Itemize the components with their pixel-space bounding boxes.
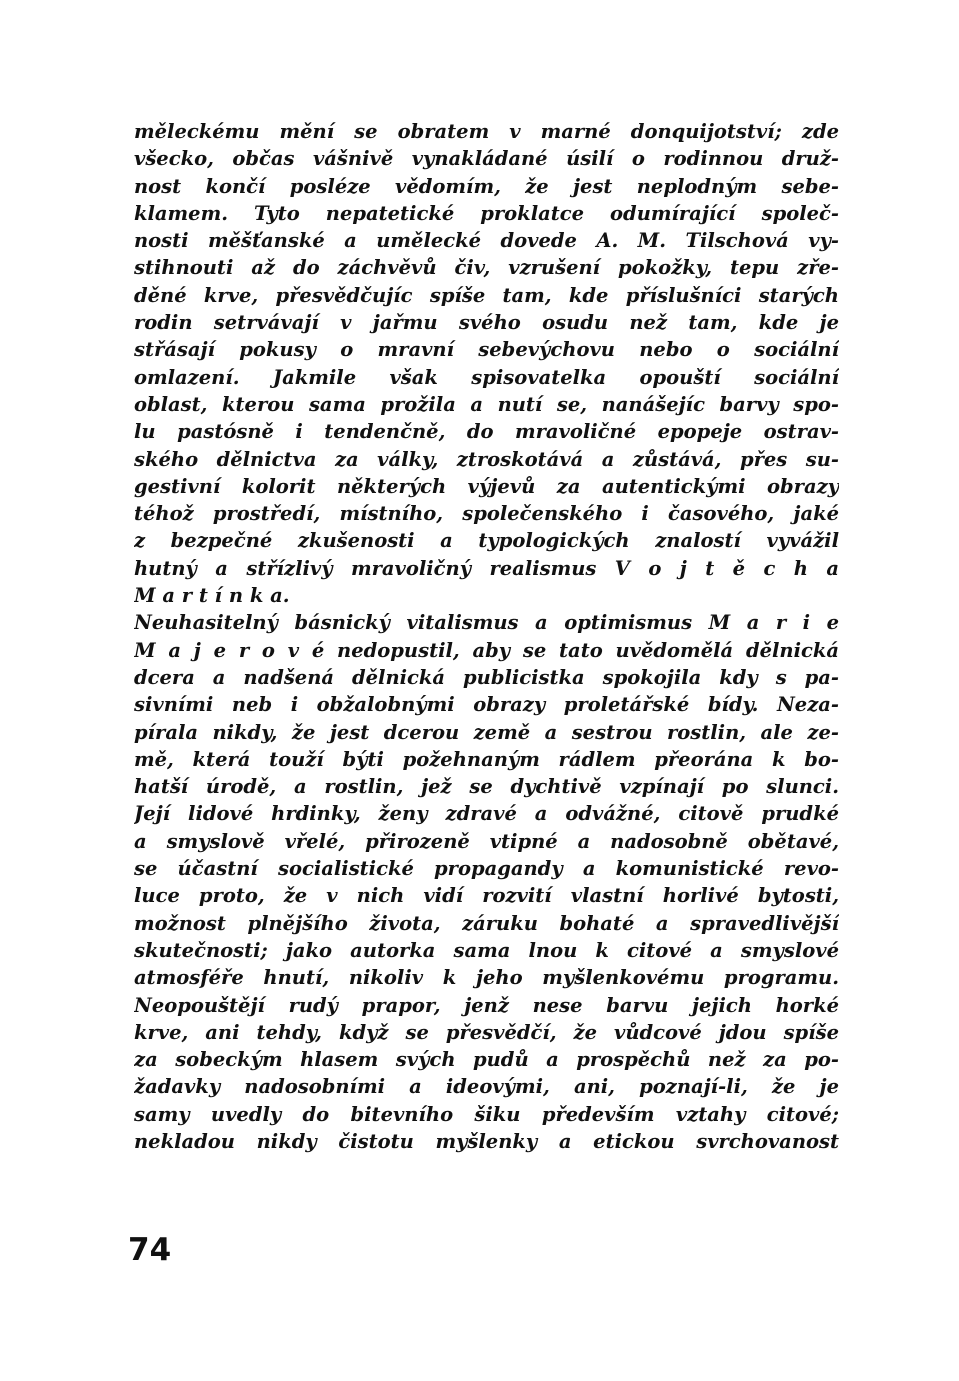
text-line: z bezpečné zkušenosti a typologických znalostí vyvážil (134, 529, 839, 553)
text-line: možnost plnějšího života, záruku bohaté a spravedlivější (134, 911, 839, 935)
text-line: téhož prostředí, místního, společenského i časového, jaké (134, 502, 839, 526)
text-line: Neuhasitelný básnický vitalismus a optimismus M a r i e (134, 611, 839, 635)
text-line: nosti měšťanské a umělecké dovede A. M. Tilschová vy- (134, 229, 839, 253)
body-text (134, 118, 839, 1155)
text-line: pírala nikdy, že jest dcerou země a sestrou rostlin, ale ze- (134, 720, 839, 744)
text-line: oblast, kterou sama prožila a nutí se, nanášejíc barvy spo- (134, 392, 839, 416)
text-line: se účastní socialistické propagandy a komunistické revo- (134, 857, 839, 881)
text-line: žadavky nadosobními a ideovými, ani, poznají-li, že je (134, 1075, 839, 1099)
text-line: dcera a nadšená dělnická publicistka spokojila kdy s pa- (134, 665, 839, 689)
text-line: krve, ani tehdy, když se přesvědčí, že vůdcové jdou spíše (134, 1020, 839, 1044)
text-line: gestivní kolorit některých výjevů za autentickými obrazy (134, 474, 839, 498)
text-line: mě, která touží býti požehnaným rádlem přeorána k bo- (134, 747, 839, 771)
text-line: střásají pokusy o mravní sebevýchovu nebo o sociální (134, 338, 839, 362)
text-line: nost končí posléze vědomím, že jest neplodným sebe- (134, 174, 839, 198)
text-line: M a j e r o v é nedopustil, aby se tato uvědomělá dělnická (134, 638, 839, 662)
text-line: hutný a střízlivý mravoličný realismus V o j t ě c h a (134, 556, 839, 580)
text-line: luce proto, že v nich vidí rozvití vlastní horlivé bytosti, (134, 884, 839, 908)
text-line: omlazení. Jakmile však spisovatelka opouští sociální (134, 365, 839, 389)
text-line: ského dělnictva za války, ztroskotává a zůstává, přes su- (134, 447, 839, 471)
text-line: Neopouštějí rudý prapor, jenž nese barvu jejich horké (134, 993, 839, 1017)
text-line: samy uvedly do bitevního šiku především vztahy citové; (134, 1102, 839, 1126)
text-line: stihnouti až do záchvěvů čiv, vzrušení pokožky, tepu zře- (134, 256, 839, 280)
text-line: sivními neb i obžalobnými obrazy proletářské bídy. Neza- (134, 693, 839, 717)
text-line: a smyslově vřelé, přirozeně vtipné a nadosobně obětavé, (134, 829, 839, 853)
text-line: měleckému mění se obratem v marné donquijotství; zde (134, 120, 839, 143)
text-line: lu pastósně i tendenčně, do mravoličné epopeje ostrav- (134, 420, 839, 444)
page-number: 74 (128, 1232, 172, 1268)
paragraph-end-line: M a r t í n k a. (134, 584, 290, 608)
text-line: děné krve, přesvědčujíc spíše tam, kde příslušníci starých (134, 283, 839, 307)
text-line: nekladou nikdy čistotu myšlenky a etickou svrchovanost (134, 1129, 839, 1153)
text-line: Její lidové hrdinky, ženy zdravé a odvážné, citově prudké (134, 802, 839, 826)
text-line: klamem. Tyto nepatetické proklatce odumírající společ- (134, 201, 839, 225)
text-line: rodin setrvávají v jařmu svého osudu než tam, kde je (134, 311, 839, 335)
text-line: hatší úrodě, a rostlin, jež se dychtivě vzpínají po slunci. (134, 775, 839, 799)
text-line: skutečnosti; jako autorka sama lnou k citové a smyslové (134, 938, 839, 962)
text-line: za sobeckým hlasem svých pudů a prospěchů než za po- (134, 1048, 839, 1072)
text-line: atmosféře hnutí, nikoliv k jeho myšlenkovému programu. (134, 966, 839, 990)
text-line: všecko, občas vášnivě vynakládané úsilí o rodinnou druž- (134, 147, 839, 171)
